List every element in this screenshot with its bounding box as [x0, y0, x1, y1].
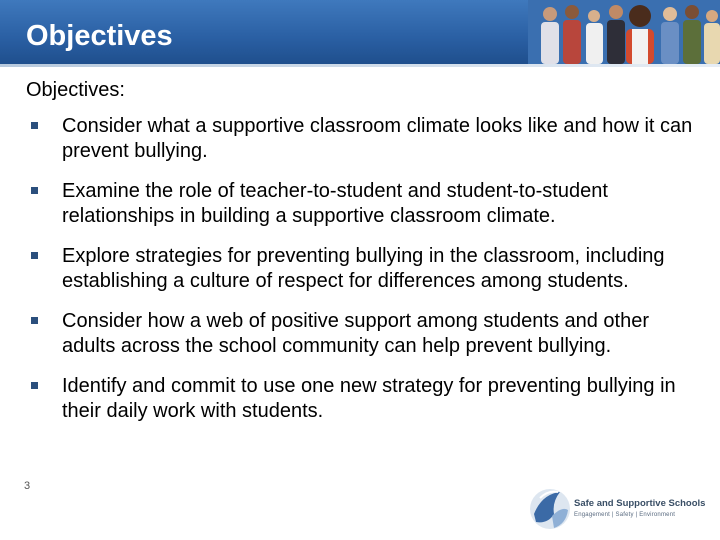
square-bullet-icon: [31, 382, 38, 389]
safe-supportive-schools-logo: [528, 484, 704, 534]
square-bullet-icon: [31, 187, 38, 194]
list-item-text: Identify and commit to use one new strategy for preventing bullying in their daily work with students.: [62, 375, 676, 422]
student-figure: [541, 7, 559, 64]
square-bullet-icon: [31, 317, 38, 324]
globe-logo-icon: [528, 484, 572, 534]
square-bullet-icon: [31, 122, 38, 129]
list-item-text: Consider what a supportive classroom climate looks like and how it can prevent bullying.: [62, 115, 693, 162]
logo-title: Safe and Supportive Schools: [574, 498, 706, 509]
square-bullet-icon: [31, 252, 38, 259]
list-item: [26, 309, 694, 359]
list-item: [26, 179, 694, 229]
header-bar: [0, 0, 720, 64]
list-item-text: Examine the role of teacher-to-student and student-to-student relationships in building a supportive classroom climate.: [62, 180, 608, 227]
objectives-intro: Objectives:: [26, 79, 125, 101]
slide-title: Objectives: [26, 20, 173, 52]
list-item-text: Consider how a web of positive support among students and other adults across the school community can help prevent bullying.: [62, 310, 650, 357]
objectives-list: [26, 114, 694, 439]
list-item-text: Explore strategies for preventing bullying in the classroom, including establishing a culture of respect for differences among students.: [62, 245, 665, 292]
list-item: [26, 374, 694, 424]
list-item: [26, 114, 694, 164]
page-number: 3: [24, 480, 31, 492]
students-photo: [528, 0, 720, 64]
list-item: [26, 244, 694, 294]
logo-subtitle: Engagement | Safety | Environment: [574, 512, 676, 518]
